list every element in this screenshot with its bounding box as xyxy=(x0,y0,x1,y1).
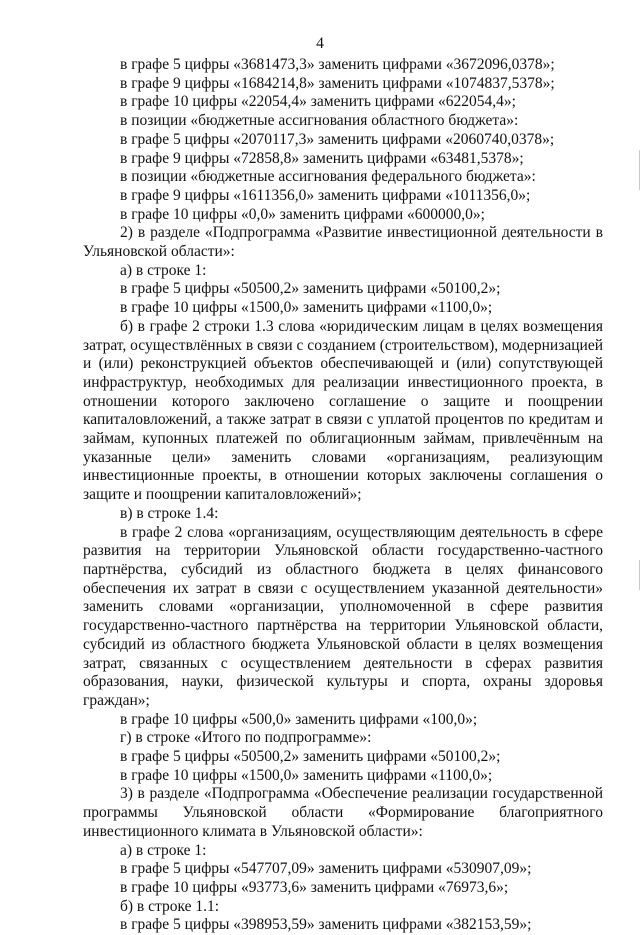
section-item-2: 2) в разделе «Подпрограмма «Развитие инвестиционной деятельности в Ульяновской области»: xyxy=(83,224,603,261)
paragraph: в графе 10 цифры «93773,6» заменить цифрами «76973,6»; xyxy=(120,878,509,896)
paragraph: в графе 9 цифры «72858,8» заменить цифрами «63481,5378»; xyxy=(120,149,524,167)
subitem-v: в) в строке 1.4: xyxy=(120,504,219,522)
subitem-a: а) в строке 1: xyxy=(120,261,207,279)
paragraph: в графе 5 цифры «3681473,3» заменить цифрами «3672096,0378»; xyxy=(120,56,555,73)
subitem-g: г) в строке «Итого по подпрограмме»: xyxy=(120,729,372,747)
document-body xyxy=(83,56,603,935)
subitem-b: б) в строке 1.1: xyxy=(120,897,220,915)
paragraph: в графе 5 цифры «547707,09» заменить цифрами «530907,09»; xyxy=(120,860,532,878)
paragraph: в графе 10 цифры «0,0» заменить цифрами «600000,0»; xyxy=(120,205,485,223)
paragraph: в графе 9 цифры «1611356,0» заменить цифрами «1011356,0»; xyxy=(120,186,531,204)
paragraph: в позиции «бюджетные ассигнования областного бюджета»: xyxy=(120,112,519,130)
paragraph: в графе 5 цифры «50500,2» заменить цифрами «50100,2»; xyxy=(120,280,501,298)
paragraph: в графе 10 цифры «1500,0» заменить цифрами «1100,0»; xyxy=(120,299,493,317)
paragraph: в позиции «бюджетные ассигнования федерального бюджета»: xyxy=(120,168,536,186)
paragraph: в графе 10 цифры «500,0» заменить цифрами «100,0»; xyxy=(120,710,478,728)
paragraph: в графе 5 цифры «50500,2» заменить цифрами «50100,2»; xyxy=(120,748,501,766)
paragraph: в графе 5 цифры «398953,59» заменить цифрами «382153,59»; xyxy=(120,916,532,934)
paragraph: в графе 10 цифры «1500,0» заменить цифрами «1100,0»; xyxy=(120,766,493,784)
paragraph: в графе 10 цифры «22054,4» заменить цифрами «622054,4»; xyxy=(120,93,516,111)
paragraph: в графе 2 слова «организациям, осуществляющим деятельность в сфере развития на территории Ульяновской области государственно-частного партнёрства, субсидий из областного бюджета в целях финансового обеспечения их затрат в связи с осуществлением указанной деятельности» заменить словами «организации, уполномоченной в сфере развития государственно-частного партнёрства на территории Ульяновской области, субсидий из областного бюджета Ульяновской области в целях возмещения затрат, связанных с осуществлением деятельности в сферах развития образования, науки, физической культуры и спорта, охраны здоровья граждан»; xyxy=(83,523,603,709)
subitem-a: а) в строке 1: xyxy=(120,841,207,859)
paragraph: в графе 9 цифры «1684214,8» заменить цифрами «1074837,5378»; xyxy=(120,74,555,92)
paragraph: в графе 5 цифры «2070117,3» заменить цифрами «2060740,0378»; xyxy=(120,130,555,148)
subitem-b: б) в графе 2 строки 1.3 слова «юридическим лицам в целях возмещения затрат, осуществлённых в связи с созданием (строительством), модернизацией и (или) реконструкцией объектов обеспечивающей и (или) сопутствующей инфраструктур, необходимых для реализации инвестиционного проекта, в отношении которого заключено соглашение о защите и поощрении капиталовложений, а также затрат в связи с уплатой процентов по кредитам и займам, купонных платежей по облигационным займам, привлечённым на указанные цели» заменить словами «организациям, реализующим инвестиционные проекты, в отношении которых заключены соглашения о защите и поощрении капиталовложений»; xyxy=(83,317,603,504)
page-number: 4 xyxy=(316,35,324,52)
section-item-3: 3) в разделе «Подпрограмма «Обеспечение реализации государственной программы Ульяновской области «Формирование благоприятного инвестиционного климата в Ульяновской области»: xyxy=(83,785,603,840)
